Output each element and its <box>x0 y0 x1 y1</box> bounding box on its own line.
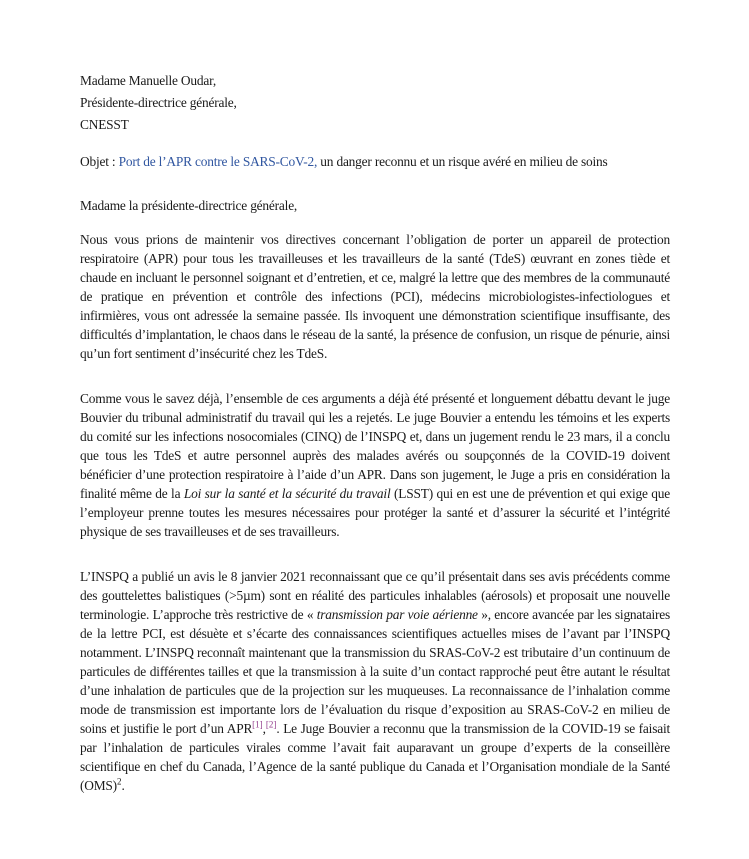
recipient-block <box>80 70 670 136</box>
text-run: (LSST) qui en est une de prévention et qui exige que l’employeur prenne toutes les mesures nécessaires pour protéger la santé et d’assurer la sécurité et l’intégrité physique de ses travailleuses et de ses travailleurs. <box>80 486 670 539</box>
text-run: . Le Juge Bouvier a reconnu que la transmission de la COVID-19 se faisait par l’inhalation de particules virales comme l’avait fait auparavant un groupe d’experts de la conseillère scientifique en chef du Canada, l’Agence de la santé publique du Canada et l’Organisation mondiale de la Santé (OMS) <box>80 721 670 793</box>
paragraph-1 <box>80 230 670 363</box>
recipient-title: Présidente-directrice générale, <box>80 95 237 110</box>
text-run: », encore avancée par les signataires de la lettre PCI, est désuète et s’écarte des connaissances scientifiques actuelles mises de l’avant par l’INSPQ notamment. L’INSPQ reconnaît maintenant que la transmission du SRAS-CoV-2 est tributaire d’un continuum de particules de différentes tailles et que la transmission à la suite d’un contact rapproché peut être autant le résultat d’une inhalation de particules que de la projection sur les muqueuses. La reconnaissance de l’inhalation comme mode de transmission est importante lors de l’évaluation du risque d’exposition au SRAS-CoV-2 en milieu de soins et justifie le port d’un APR <box>80 607 670 736</box>
text-run: Comme vous le savez déjà, l’ensemble de ces arguments a déjà été présenté et longuement débattu devant le juge Bouvier du tribunal administratif du travail qui les a rejetés. Le juge Bouvier a entendu les témoins et les experts du comité sur les infections nosocomiales (CINQ) de l’INSPQ et, dans un jugement rendu le 23 mars, il a conclu que tous les TdeS et autre personnel auprès des malades avérés ou soupçonnés de la COVID-19 doivent bénéficier d’une protection respiratoire à l’aide d’un APR. Dans son jugement, le Juge a pris en considération la finalité même de la <box>80 391 670 501</box>
footnote-ref-1[interactable]: [1] <box>252 719 263 730</box>
salutation: Madame la présidente-directrice générale, <box>80 198 298 213</box>
recipient-name: Madame Manuelle Oudar, <box>80 73 216 88</box>
letter-paragraphs <box>80 230 670 795</box>
italic-run: Loi sur la santé et la sécurité du travail <box>183 486 391 501</box>
subject-title: Port de l’APR contre le SARS-CoV-2, <box>118 154 318 169</box>
text-run: , <box>262 721 266 736</box>
subject-rest: un danger reconnu et un risque avéré en milieu de soins <box>317 154 608 169</box>
paragraph-2 <box>80 389 670 541</box>
text-run: L’INSPQ a publié un avis le 8 janvier 2021 reconnaissant que ce qu’il présentait dans ses avis précédents comme des gouttelettes balistiques (>5µm) sont en réalité des particules inhalables (aérosols) et proposait une nouvelle terminologie. L’approche très restrictive de « <box>80 569 670 622</box>
text-run: Nous vous prions de maintenir vos directives concernant l’obligation de porter un appareil de protection respiratoire (APR) pour tous les travailleuses et les travailleurs de la santé (TdeS) œuvrant en zones tiède et chaude en incluant le personnel soignant et d’entretien, et ce, malgré la lettre que des membres de la communauté de pratique en prévention et contrôle des infections (PCI), médecins microbiologistes-infectiologues et infirmières, vous ont adressée la semaine passée. Ils invoquent une démonstration scientifique insuffisante, des difficultés d’implantation, le chaos dans le réseau de la santé, la présence de confusion, un risque de pénurie, ainsi qu’un fort sentiment d’insécurité chez les TdeS. <box>80 232 670 361</box>
recipient-organization: CNESST <box>80 117 129 132</box>
italic-run: transmission par voie aérienne <box>316 607 478 622</box>
subject-line <box>80 152 670 171</box>
footnote-ref-2[interactable]: [2] <box>265 719 277 730</box>
superscript-note: 2 <box>116 776 122 787</box>
subject-label: Objet : <box>80 154 119 169</box>
text-run: . <box>121 778 125 793</box>
paragraph-3 <box>80 567 670 795</box>
